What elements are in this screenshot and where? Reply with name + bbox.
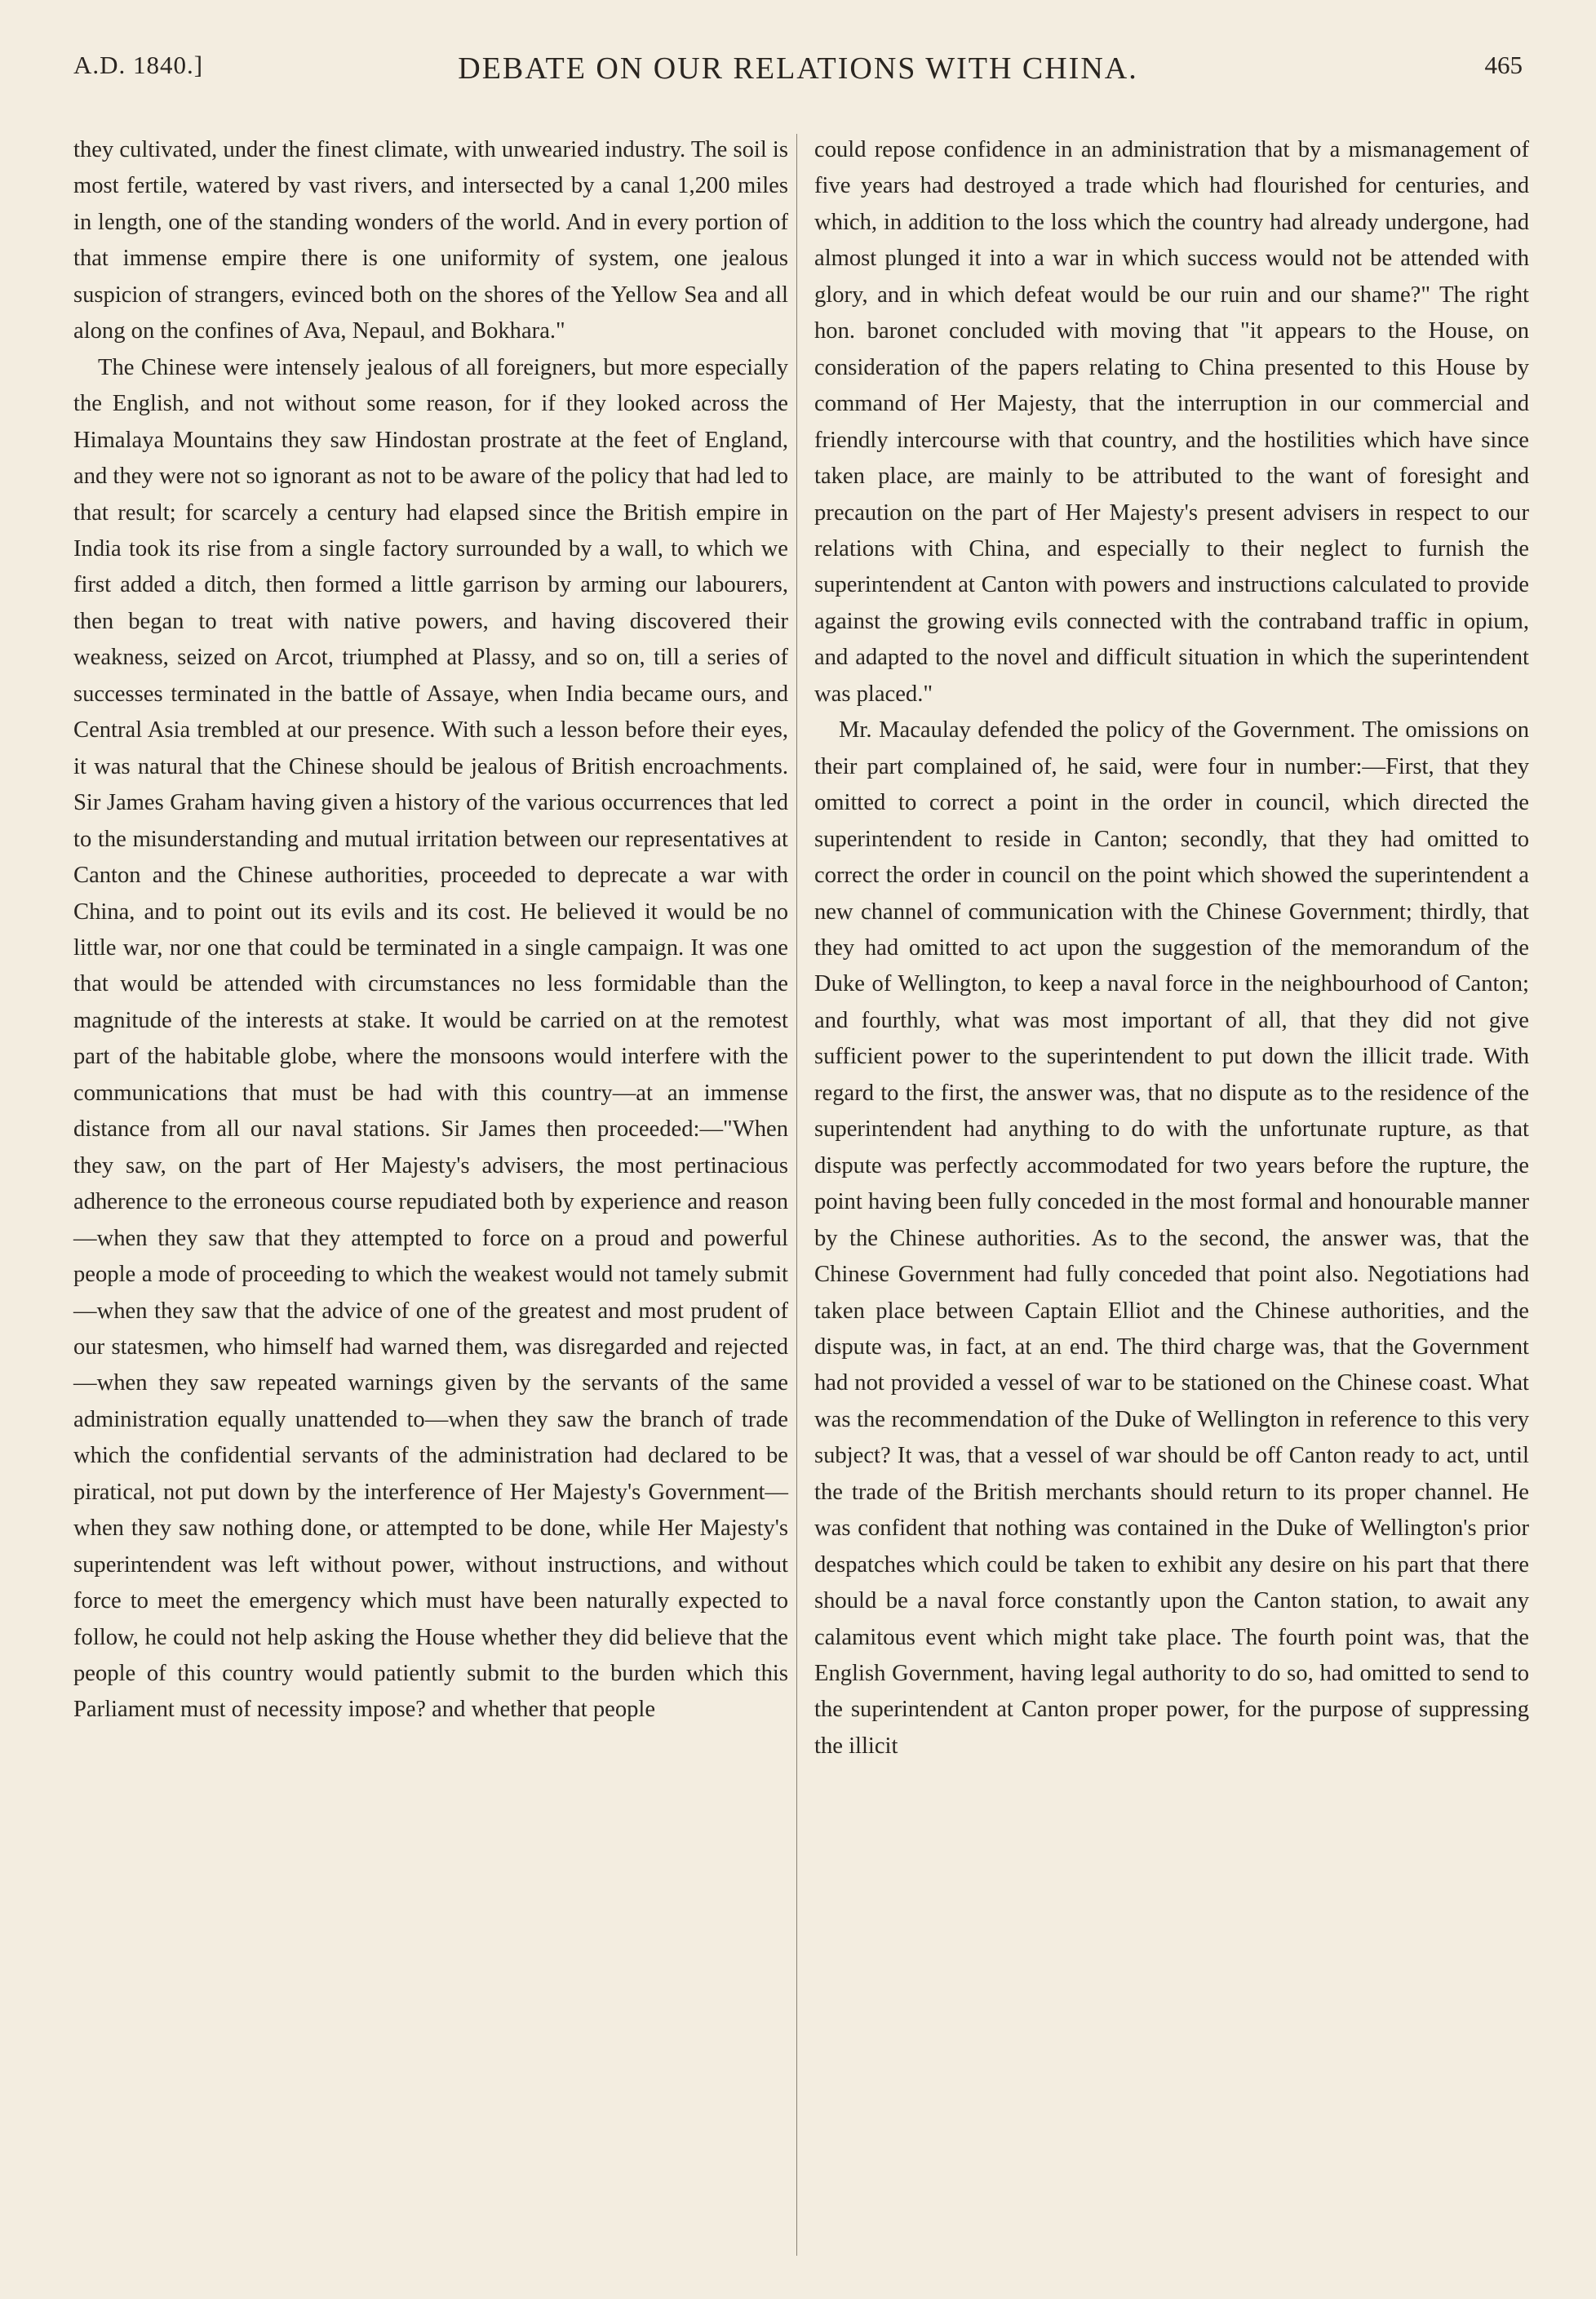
- header-title: DEBATE ON OUR RELATIONS WITH CHINA.: [458, 51, 1138, 86]
- paragraph: they cultivated, under the finest climate, with unwearied industry. The soil is most fertile, watered by vast rivers, and intersected by a canal 1,200 miles in length, one of the standing wonders of the world. And in every portion of that immense empire there is one uniformity of system, one jealous suspicion of strangers, evinced both on the shores of the Yellow Sea and all along on the confines of Ava, Nepaul, and Bokhara.": [73, 137, 788, 344]
- header-date: A.D. 1840.]: [73, 51, 204, 79]
- column-divider: [796, 134, 797, 2256]
- paragraph: The Chinese were intensely jealous of all foreigners, but more especially the English, and not without some reason, for if they looked across the Himalaya Mountains they saw Hindostan prostrate at the feet of England, and they were not so ignorant as not to be aware of the policy that had led to that result; for scarcely a century had elapsed since the British empire in India took its rise from a single factory surrounded by a wall, to which we first added a ditch, then formed a little garrison by arming our labourers, then began to treat with native powers, and having discovered their weakness, seized on Arcot, triumphed at Plassy, and so on, till a series of successes terminated in the battle of Assaye, when India became ours, and Central Asia trembled at our presence. With such a lesson before their eyes, it was natural that the Chinese should be jealous of British encroachments. Sir James Graham having given a history of the various occurrences that led to the misunderstanding and mutual irritation between our representatives at Canton and the Chinese authorities, proceeded to deprecate a war with China, and to point out its evils and its cost. He believed it would be no little war, nor one that could be terminated in a single campaign. It was one that would be attended with circumstances no less formidable than the magnitude of the interests at stake. It would be carried on at the remotest part of the habitable globe, where the monsoons would interfere with the communications that must be had with this country—at an immense distance from all our naval stations. Sir James then proceeded:—"When they saw, on the part of Her Majesty's advisers, the most pertinacious adherence to the erroneous course repudiated both by experience and reason—when they saw that they attempted to force on a proud and powerful people a mode of proceeding to which the weakest would not tamely submit—when they saw that the advice of one of the greatest and most prudent of our statesmen, who himself had warned them, was disregarded and rejected—when they saw repeated warnings given by the servants of the same administration equally unattended to—when they saw the branch of trade which the confidential servants of the administration had declared to be piratical, not put down by the interference of Her Majesty's Government—when they saw nothing done, or attempted to be done, while Her Majesty's superintendent was left without power, without instructions, and without force to meet the emergency which must have been naturally expected to follow, he could not help asking the House whether they did believe that the people of this country would patiently submit to the burden which this Parliament must of necessity impose? and whether that people: [73, 354, 788, 1723]
- paragraph: Mr. Macaulay defended the policy of the Government. The omissions on their part complained of, he said, were four in number:—First, that they omitted to correct a point in the order in council, which directed the superintendent to reside in Canton; secondly, that they had omitted to correct the order in council on the point which showed the superintendent a new channel of communication with the Chinese Government; thirdly, that they had omitted to act upon the suggestion of the memorandum of the Duke of Wellington, to keep a naval force in the neighbourhood of Canton; and fourthly, what was most important of all, that they did not give sufficient power to the superintendent to put down the illicit trade. With regard to the first, the answer was, that no dispute as to the residence of the superintendent had anything to do with the unfortunate rupture, as that dispute was perfectly accommodated for two years before the rupture, the point having been fully conceded in the most formal and honourable manner by the Chinese authorities. As to the second, the answer was, that the Chinese Government had fully conceded that point also. Negotiations had taken place between Captain Elliot and the Chinese authorities, and the dispute was, in fact, at an end. The third charge was, that the Government had not provided a vessel of war to be stationed on the Chinese coast. What was the recommendation of the Duke of Wellington in reference to this very subject? It was, that a vessel of war should be off Canton ready to act, until the trade of the British merchants should return to its proper channel. He was confident that nothing was contained in the Duke of Wellington's prior despatches which could be taken to exhibit any desire on his part that there should be a naval force constantly upon the Canton station, to await any calamitous event which might take place. The fourth point was, that the English Government, having legal authority to do so, had omitted to send to the superintendent at Canton proper power, for the purpose of suppressing the illicit: [814, 717, 1529, 1759]
- page-number: 465: [1484, 51, 1523, 79]
- running-header: [73, 51, 1523, 91]
- paragraph: could repose confidence in an administration that by a mismanagement of five years had destroyed a trade which had flourished for centuries, and which, in addition to the loss which the country had already undergone, had almost plunged it into a war in which success would not be attended with glory, and in which defeat would be our ruin and our shame?" The right hon. baronet concluded with moving that "it appears to the House, on consideration of the papers relating to China presented to this House by command of Her Majesty, that the interruption in our commercial and friendly intercourse with that country, and the hostilities which have since taken place, are mainly to be attributed to the want of foresight and precaution on the part of Her Majesty's present advisers in respect to our relations with China, and especially to their neglect to furnish the superintendent at Canton with powers and instructions calculated to provide against the growing evils connected with the contraband traffic in opium, and adapted to the novel and difficult situation in which the superintendent was placed.": [814, 137, 1529, 707]
- right-column: [814, 132, 1529, 1764]
- left-column: [73, 132, 788, 1729]
